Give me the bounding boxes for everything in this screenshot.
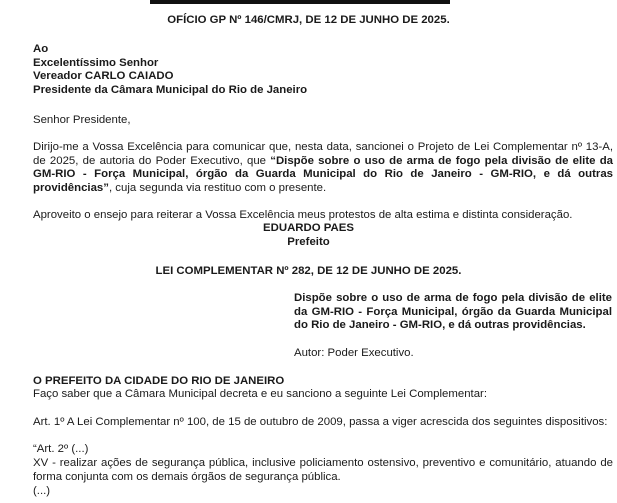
body-paragraph xyxy=(33,141,613,195)
body-tail: , cuja segunda via restituo com o presente. xyxy=(108,181,327,194)
recipient-line-3: Vereador CARLO CAIADO xyxy=(33,70,174,83)
recipient-line-4: Presidente da Câmara Municipal do Rio de Janeiro xyxy=(33,83,308,96)
article-2: “Art. 2º (...) xyxy=(33,443,89,455)
oficio-title: OFÍCIO GP Nº 146/CMRJ, DE 12 DE JUNHO DE 2025. xyxy=(167,14,450,26)
prefeito-heading: O PREFEITO DA CIDADE DO RIO DE JANEIRO xyxy=(33,375,285,387)
recipient-line-2: Excelentíssimo Senhor xyxy=(33,56,159,69)
top-rule xyxy=(150,0,450,4)
recipient-block xyxy=(33,43,611,97)
closing: Aproveito o ensejo para reiterar a Vossa Excelência meus protestos de alta estima e distinta consideração. xyxy=(33,209,573,221)
body-bold-ementa: “Dispõe sobre o uso de arma de fogo pela divisão de elite da GM-RIO - Força Municipal, órgão da Guarda Municipal do Rio de Janeiro - GM-RIO, e dá outras providências” xyxy=(33,154,614,194)
enactment-clause: Faço saber que a Câmara Municipal decreta e eu sanciono a seguinte Lei Complementar: xyxy=(33,388,487,400)
lei-title: LEI COMPLEMENTAR Nº 282, DE 12 DE JUNHO DE 2025. xyxy=(155,265,462,277)
signature-name: EDUARDO PAES xyxy=(263,222,354,234)
recipient-line-1: Ao xyxy=(33,43,49,55)
article-1: Art. 1º A Lei Complementar nº 100, de 15 de outubro de 2009, passa a viger acrescida dos seguintes dispositivos: xyxy=(33,416,608,428)
signature-role: Prefeito xyxy=(287,236,330,248)
salutation: Senhor Presidente, xyxy=(33,114,131,126)
body-intro: Dirijo-me a Vossa Excelência para comunicar que, nesta data, sancionei o Projeto de Lei Complementar nº 13-A, de 2025, de autoria do Poder Executivo, que xyxy=(33,141,613,167)
ellipsis: (...) xyxy=(33,485,51,497)
ementa: Dispõe sobre o uso de arma de fogo pela divisão de elite da GM-RIO - Força Municipal, órgão da Guarda Municipal do Rio de Janeiro - GM-RIO, e dá outras providências. xyxy=(294,292,612,332)
autor: Autor: Poder Executivo. xyxy=(294,347,414,359)
item-xv: XV - realizar ações de segurança pública, inclusive policiamento ostensivo, preventivo e comunitário, atuando de forma conjunta com os demais órgãos de segurança pública. xyxy=(33,457,613,483)
